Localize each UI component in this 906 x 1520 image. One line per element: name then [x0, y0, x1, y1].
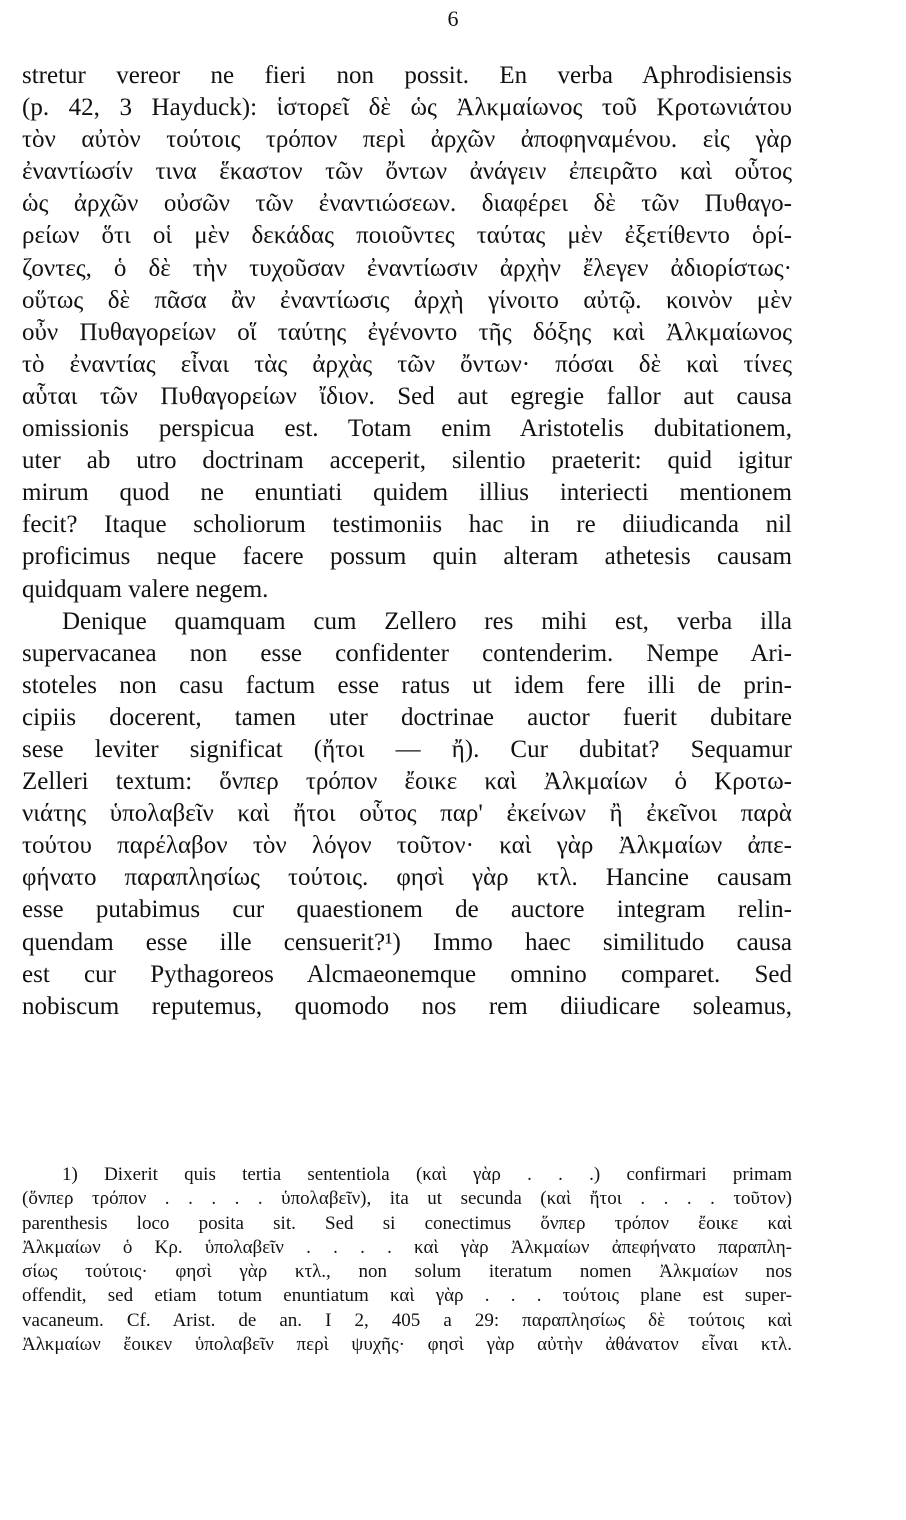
text-line: οὖν Πυθαγορείων οἵ ταύτης ἐγένοντο τῆς δόξης καὶ Ἀλκμαίωνος	[22, 318, 792, 346]
text-line: esse putabimus cur quaestionem de auctore integram relin-	[22, 896, 792, 924]
text-line: uter ab utro doctrinam acceperit, silentio praeterit: quid igitur	[22, 447, 792, 475]
footnotes	[22, 1163, 792, 1357]
text-line: stoteles non casu factum esse ratus ut idem fere illi de prin-	[22, 671, 792, 699]
text-line: stretur vereor ne fieri non possit. En verba Aphrodisiensis	[22, 62, 792, 89]
text-line: αὗται τῶν Πυθαγορείων ἴδιον. Sed aut egregie fallor aut causa	[22, 382, 792, 410]
text-line: supervacanea non esse confidenter contenderim. Nempe Ari-	[22, 639, 792, 667]
footnote-line: (ὅνπερ τρόπον . . . . . ὑπολαβεῖν), ita ut secunda (καὶ ἤτοι . . . . τοῦτον)	[22, 1188, 792, 1210]
text-line: Zelleri textum: ὅνπερ τρόπον ἔοικε καὶ Ἀλκμαίων ὁ Κροτω-	[22, 768, 792, 796]
footnote-line: offendit, sed etiam totum enuntiatum καὶ γὰρ . . . τούτοις plane est super-	[22, 1285, 792, 1307]
footnote-line: vacaneum. Cf. Arist. de an. I 2, 405 a 29: παραπλησίως δὲ τούτοις καὶ	[22, 1309, 792, 1331]
text-line: ἐναντίωσίν τινα ἕκαστον τῶν ὄντων ἀνάγειν ἐπειρᾶτο καὶ οὗτος	[22, 158, 792, 186]
text-line: τὸν αὐτὸν τούτοις τρόπον περὶ ἀρχῶν ἀποφηναμένου. εἰς γὰρ	[22, 126, 792, 154]
text-line: est cur Pythagoreos Alcmaeonemque omnino comparet. Sed	[22, 960, 792, 988]
footnote-line: 1) Dixerit quis tertia sententiola (καὶ γὰρ . . .) confirmari primam	[62, 1164, 792, 1185]
paragraph-start-line: Denique quamquam cum Zellero res mihi est, verba illa	[62, 607, 792, 635]
text-line: mirum quod ne enuntiati quidem illius interiecti mentionem	[22, 479, 792, 507]
text-line: ρείων ὅτι οἱ μὲν δεκάδας ποιοῦντες ταύτας μὲν ἐξετίθεντο ὁρί-	[22, 222, 792, 250]
text-line: nobiscum reputemus, quomodo nos rem diiudicare soleamus,	[22, 992, 792, 1020]
footnote-line: Ἀλκμαίων ἔοικεν ὑπολαβεῖν περὶ ψυχῆς· φησὶ γὰρ αὐτὴν ἀθάνατον εἶναι κτλ.	[22, 1334, 792, 1356]
text-line: proficimus neque facere possum quin alteram athetesis causam	[22, 543, 792, 571]
text-line: νιάτης ὑπολαβεῖν καὶ ἤτοι οὗτος παρ' ἐκείνων ἢ ἐκεῖνοι παρὰ	[22, 800, 792, 828]
footnote-line: parenthesis loco posita sit. Sed si conectimus ὅνπερ τρόπον ἔοικε καὶ	[22, 1212, 792, 1234]
text-line: τὸ ἐναντίας εἶναι τὰς ἀρχὰς τῶν ὄντων· πόσαι δὲ καὶ τίνες	[22, 350, 792, 378]
text-line: omissionis perspicua est. Totam enim Aristotelis dubitationem,	[22, 415, 792, 443]
text-line: ζοντες, ὁ δὲ τὴν τυχοῦσαν ἐναντίωσιν ἀρχὴν ἔλεγεν ἀδιορίστως·	[22, 254, 792, 282]
text-line: τούτου παρέλαβον τὸν λόγον τοῦτον· καὶ γὰρ Ἀλκμαίων ἀπε-	[22, 832, 792, 860]
text-line: cipiis docerent, tamen uter doctrinae auctor fuerit dubitare	[22, 703, 792, 731]
text-line: (p. 42, 3 Hayduck): ἱστορεῖ δὲ ὡς Ἀλκμαίωνος τοῦ Κροτωνιάτου	[22, 94, 792, 122]
text-line: fecit? Itaque scholiorum testimoniis hac in re diiudicanda nil	[22, 511, 792, 539]
text-line: φήνατο παραπλησίως τούτοις. φησὶ γὰρ κτλ. Hancine causam	[22, 864, 792, 892]
page-number: 6	[447, 6, 459, 31]
text-line: quendam esse ille censuerit?¹) Immo haec similitudo causa	[22, 928, 792, 956]
text-line: quidquam valere negem.	[22, 575, 269, 603]
text-line: sese leviter significat (ἤτοι — ἤ). Cur dubitat? Sequamur	[22, 735, 792, 763]
text-line: ὡς ἀρχῶν οὐσῶν τῶν ἐναντιώσεων. διαφέρει δὲ τῶν Πυθαγο-	[22, 190, 792, 218]
main-text	[22, 60, 792, 1023]
footnote-line: Ἀλκμαίων ὁ Κρ. ὑπολαβεῖν . . . . καὶ γὰρ Ἀλκμαίων ἀπεφήνατο παραπλη-	[22, 1236, 792, 1258]
text-line: οὕτως δὲ πᾶσα ἂν ἐναντίωσις ἀρχὴ γίνοιτο αὐτῷ. κοινὸν μὲν	[22, 286, 792, 314]
footnote-line: σίως τούτοις· φησὶ γὰρ κτλ., non solum iteratum nomen Ἀλκμαίων nos	[22, 1261, 792, 1283]
